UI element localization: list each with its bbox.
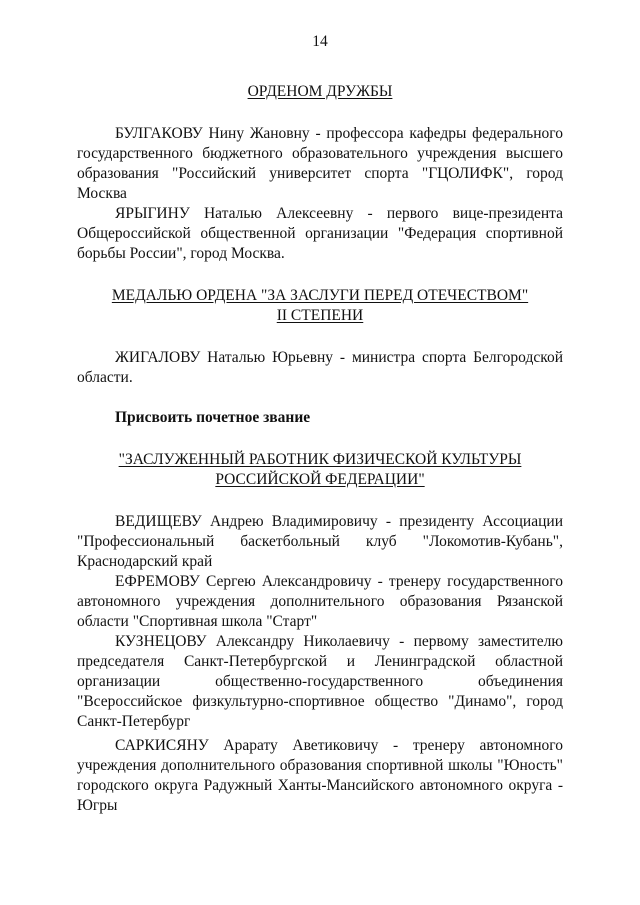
award-entry-text: КУЗНЕЦОВУ Александру Николаевичу - первому заместителю председателя Санкт-Петербургской и Ленинградской областной организации общественно-государственного объединения "Всероссийское физкультурно-спортивное общество "Динамо", город Санкт-Петербург (77, 633, 563, 730)
award-entry (77, 204, 563, 264)
section-heading-honorary-line-1: "ЗАСЛУЖЕННЫЙ РАБОТНИК ФИЗИЧЕСКОЙ КУЛЬТУРЫ (118, 451, 522, 468)
section-heading-medal-line-2: II СТЕПЕНИ (276, 307, 364, 324)
award-entry-text: ВЕДИЩЕВУ Андрею Владимировичу - президенту Ассоциации "Профессиональный баскетбольный клуб "Локомотив-Кубань", Краснодарский край (77, 513, 563, 570)
award-entry (77, 572, 563, 632)
section-heading-honorary-line-2: РОССИЙСКОЙ ФЕДЕРАЦИИ" (215, 471, 425, 488)
award-entry-text: ЖИГАЛОВУ Наталью Юрьевну - министра спорта Белгородской области. (77, 349, 563, 386)
award-entry (77, 124, 563, 204)
section-heading-order-of-friendship: ОРДЕНОМ ДРУЖБЫ (247, 83, 393, 100)
award-entry-text: САРКИСЯНУ Арарату Аветиковичу - тренеру автономного учреждения дополнительного образования спортивной школы "Юность" городского округа Радужный Ханты-Мансийского автономного округа - Югры (77, 737, 563, 814)
award-entry-text: ЕФРЕМОВУ Сергею Александровичу - тренеру государственного автономного учреждения дополнительного образования Рязанской области "Спортивная школа "Старт" (77, 573, 563, 630)
award-entry (77, 512, 563, 572)
award-entry-text: ЯРЫГИНУ Наталью Алексеевну - первого вице-президента Общероссийской общественной организации "Федерация спортивной борьбы России", город Москва. (77, 205, 563, 262)
award-entry (77, 632, 563, 732)
honorary-title-label: Присвоить почетное звание (115, 409, 311, 426)
award-entry (77, 736, 563, 816)
document-page (77, 0, 563, 905)
section-heading-medal-line-1: МЕДАЛЬЮ ОРДЕНА "ЗА ЗАСЛУГИ ПЕРЕД ОТЕЧЕСТВОМ" (111, 287, 529, 304)
award-entry-text: БУЛГАКОВУ Нину Жановну - профессора кафедры федерального государственного бюджетного образовательного учреждения высшего образования "Российский университет спорта "ГЦОЛИФК", город Москва (77, 125, 563, 202)
page-number: 14 (312, 33, 328, 50)
award-entry (77, 348, 563, 388)
